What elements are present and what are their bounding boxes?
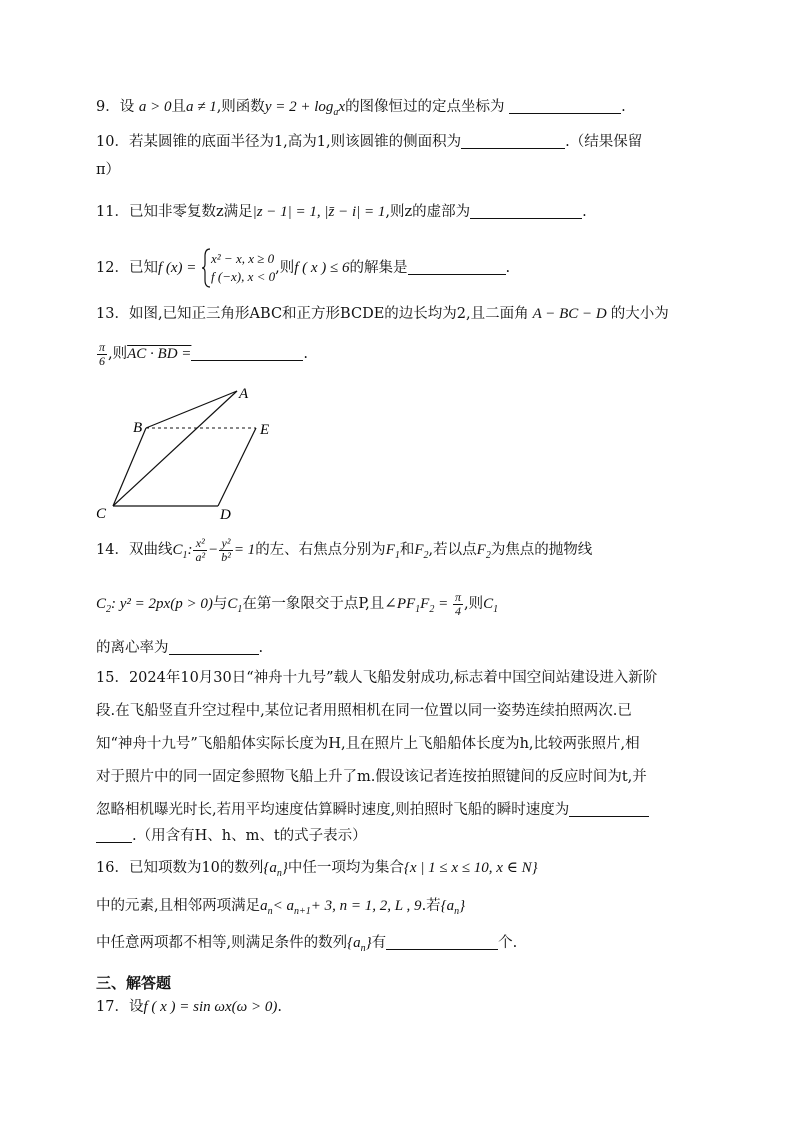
question-15-line4: 对于照片中的同一固定参照物飞船上升了m.假设该记者连按拍照键间的反应时间为t,并: [96, 769, 647, 785]
answer-blank-continued[interactable]: [96, 826, 132, 843]
answer-blank[interactable]: [408, 258, 506, 275]
answer-blank[interactable]: [191, 344, 303, 361]
label-d: D: [220, 507, 231, 522]
brace-icon: [201, 248, 211, 288]
edge-ca: [113, 391, 237, 506]
fraction-x2-a2: $\frac{\text{x²}}{\text{a²}}$: [195, 535, 206, 564]
answer-blank[interactable]: [569, 800, 649, 817]
edge-ba: [146, 391, 237, 428]
answer-blank[interactable]: [509, 97, 621, 114]
question-14: 14．双曲线$C_1$: $\frac{\text{x²}}{\text{a²}}$ − $\frac{\text{y²}}{\text{b²}}$ = 1的左、右焦点分别为$F_1$和$F_2$,若以点$F_2$为焦点的抛物线: [96, 535, 593, 564]
piecewise-cases: x² − x, x ≥ 0 f (−x), x < 0: [211, 251, 276, 284]
answer-blank[interactable]: [470, 202, 582, 219]
question-12: 12．已知f (x) = x² − x, x ≥ 0 f (−x), x < 0 ,则f ( x ) ≤ 6的解集是 .: [96, 245, 706, 291]
label-a: A: [239, 386, 249, 402]
question-13-line2: $\frac{\pi}{6}$ ,则AC · BD = .: [99, 339, 309, 368]
question-15-line3: 知“神舟十九号”飞船船体实际长度为H,且在照片上飞船船体长度为h,比较两张照片,相: [96, 736, 640, 752]
section-heading: 三、解答题: [96, 974, 172, 992]
question-13: 13．如图,已知正三角形ABC和正方形BCDE的边长均为2,且二面角 A − BC − D 的大小为: [96, 306, 669, 322]
question-14-line3: 的离心率为 .: [96, 640, 264, 656]
answer-blank[interactable]: [169, 638, 259, 655]
answer-blank[interactable]: [461, 132, 565, 149]
question-16: 16．已知项数为10的数列$\{a_n\}$中任一项均为集合{x | 1 ≤ x ≤ 10, x ∈ N}: [96, 860, 538, 879]
edge-ed: [218, 428, 256, 506]
edge-cb: [113, 428, 146, 506]
geometry-figure: [96, 382, 286, 522]
question-10-line2: π）: [96, 162, 121, 178]
question-10: 10．若某圆锥的底面半径为1,高为1,则该圆锥的侧面积为 .（结果保留: [96, 134, 643, 150]
question-9: 9．设 a > 0且a ≠ 1,则函数$y = 2 + \log_ax$的图像恒过的定点坐标为 .: [96, 99, 626, 118]
fraction-y2-b2: $\frac{\text{y²}}{\text{b²}}$: [221, 535, 231, 564]
question-15: 15．2024年10月30日“神舟十九号”载人飞船发射成功,标志着中国空间站建设进入新阶: [96, 670, 658, 686]
question-15-line2: 段.在飞船竖直升空过程中,某位记者用照相机在同一位置以同一姿势连续拍照两次.已: [96, 703, 632, 719]
label-c: C: [96, 506, 107, 522]
question-11: 11．已知非零复数z满足|z − 1| = 1, |z̄ − i| = 1,则z的虚部为 .: [96, 204, 587, 220]
question-17: 17．设f ( x ) = sin ωx(ω > 0).: [96, 999, 282, 1015]
fraction-pi-4: $\frac{\pi}{4}$: [454, 589, 461, 618]
question-16-line3: 中任意两项都不相等,则满足条件的数列$\{a_n\}$有 个.: [96, 935, 518, 954]
question-16-line2: 中的元素,且相邻两项满足$a_n< a_{n+1}+ 3$, n = 1, 2, L , 9.若$\{a_n\}$: [96, 898, 466, 917]
question-14-line2: $C_2$: y² = 2px(p > 0)与$C_1$在第一象限交于点P,且$\angle PF_1F_2$ = $\frac{\pi}{4}$ ,则$C_1$: [96, 589, 499, 618]
question-15-line6: .（用含有H、h、m、t的式子表示）: [96, 825, 706, 847]
label-b: B: [133, 420, 143, 436]
answer-blank[interactable]: [386, 933, 498, 950]
question-15-line5: 忽略相机曝光时长,若用平均速度估算瞬时速度,则拍照时飞船的瞬时速度为: [96, 799, 706, 821]
label-e: E: [260, 422, 270, 438]
fraction-pi-6: $\frac{\pi}{6}$: [99, 339, 106, 368]
